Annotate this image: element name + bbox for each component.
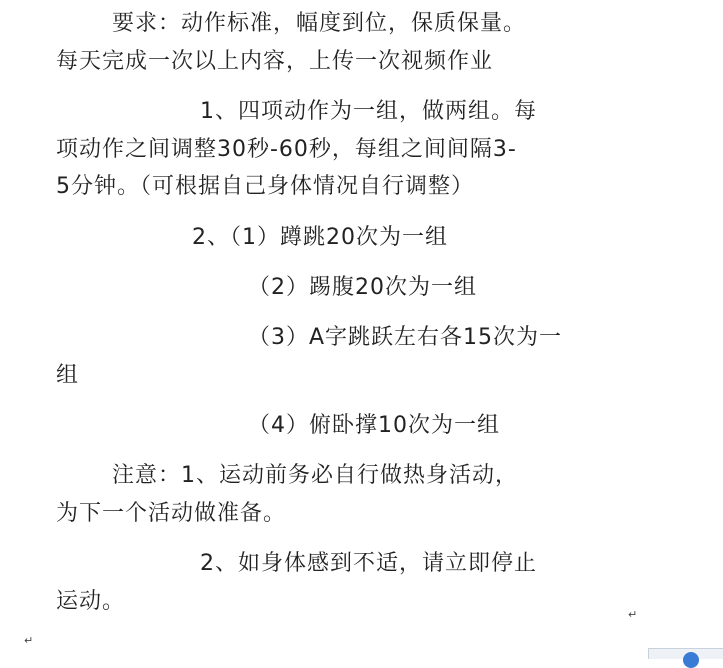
note-line-2: 为下一个活动做准备。 [56,501,287,526]
requirement-line: 要求：动作标准，幅度到位，保质保量。 [112,11,527,36]
status-indicator-icon [683,652,699,668]
exercise-item-3: （3）A字跳跃左右各15次为一 [248,325,563,350]
status-corner-widget[interactable] [648,648,723,659]
paragraph-mark-icon: ↵ [628,608,638,621]
exercise-item-4: （4）俯卧撑10次为一组 [248,413,500,438]
daily-task-line: 每天完成一次以上内容，上传一次视频作业 [56,49,494,74]
rule-1-line-2: 项动作之间调整30秒-60秒，每组之间间隔3- [56,137,517,162]
exercise-item-3-continued: 组 [56,363,80,388]
note-2-line-2: 运动。 [56,589,126,614]
rule-1-line-1: 1、四项动作为一组，做两组。每 [200,99,537,124]
note-2-line-1: 2、如身体感到不适，请立即停止 [200,551,537,576]
paragraph-mark-icon: ↵ [24,634,34,647]
exercise-item-1: 2、（1）蹲跳20次为一组 [192,225,448,250]
rule-1-line-3: 5分钟。（可根据自己身体情况自行调整） [56,174,474,199]
exercise-item-2: （2）踢腹20次为一组 [248,275,477,300]
note-line-1: 注意：1、运动前务必自行做热身活动， [112,463,518,488]
